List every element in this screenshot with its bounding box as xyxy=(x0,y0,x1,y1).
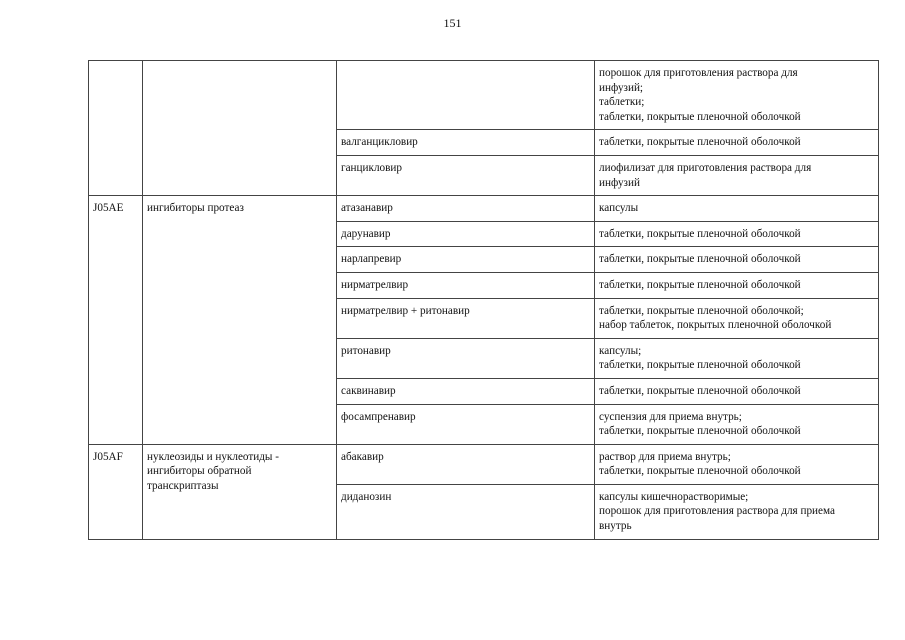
dosage-form-line: порошок для приготовления раствора для приема xyxy=(599,505,835,518)
atc-code-cell: J05AE xyxy=(89,196,143,445)
drug-name-cell: диданозин xyxy=(337,484,595,539)
dosage-form-cell xyxy=(595,196,879,222)
dosage-form-line: таблетки, покрытые пленочной оболочкой xyxy=(599,425,801,438)
dosage-form-line: таблетки, покрытые пленочной оболочкой xyxy=(599,227,801,240)
atc-group-cell xyxy=(143,444,337,539)
drug-name-cell: нирматрелвир + ритонавир xyxy=(337,298,595,338)
dosage-form-cell xyxy=(595,247,879,273)
dosage-form-line: капсулы кишечнорастворимые; xyxy=(599,490,749,503)
drug-name-cell xyxy=(337,61,595,130)
dosage-form-line: таблетки, покрытые пленочной оболочкой xyxy=(599,384,801,397)
table-row xyxy=(89,444,879,484)
page-number: 151 xyxy=(443,16,462,30)
dosage-form-line: таблетки, покрытые пленочной оболочкой xyxy=(599,359,801,372)
dosage-form-line: суспензия для приема внутрь; xyxy=(599,410,742,423)
dosage-form-line: таблетки, покрытые пленочной оболочкой xyxy=(599,110,801,123)
drug-table xyxy=(88,60,879,540)
dosage-form-line: раствор для приема внутрь; xyxy=(599,450,731,463)
dosage-form-cell xyxy=(595,272,879,298)
dosage-form-line: таблетки, покрытые пленочной оболочкой xyxy=(599,253,801,266)
dosage-form-line: таблетки, покрытые пленочной оболочкой xyxy=(599,136,801,149)
drug-name-cell: атазанавир xyxy=(337,196,595,222)
dosage-form-line: таблетки, покрытые пленочной оболочкой; xyxy=(599,304,804,317)
drug-name-cell: фосампренавир xyxy=(337,404,595,444)
dosage-form-cell xyxy=(595,444,879,484)
drug-name-cell: абакавир xyxy=(337,444,595,484)
dosage-form-line: набор таблеток, покрытых пленочной оболочкой xyxy=(599,319,832,332)
dosage-form-line: инфузий; xyxy=(599,81,644,94)
table-row xyxy=(89,61,879,130)
dosage-form-line: капсулы xyxy=(599,202,639,215)
dosage-form-cell xyxy=(595,484,879,539)
atc-code-cell: J05AF xyxy=(89,444,143,539)
drug-name-cell: дарунавир xyxy=(337,221,595,247)
dosage-form-line: порошок для приготовления раствора для xyxy=(599,67,798,79)
dosage-form-line: лиофилизат для приготовления раствора для xyxy=(599,161,812,174)
drug-name-cell: ритонавир xyxy=(337,338,595,378)
dosage-form-cell xyxy=(595,155,879,195)
atc-group-cell xyxy=(143,196,337,445)
dosage-form-cell xyxy=(595,404,879,444)
dosage-form-cell xyxy=(595,298,879,338)
drug-name-cell: ганцикловир xyxy=(337,155,595,195)
dosage-form-cell xyxy=(595,61,879,130)
group-name-line: нуклеозиды и нуклеотиды - xyxy=(147,450,279,463)
atc-group-cell xyxy=(143,61,337,196)
dosage-form-line: капсулы; xyxy=(599,344,642,357)
dosage-form-line: таблетки, покрытые пленочной оболочкой xyxy=(599,278,801,291)
drug-name-cell: саквинавир xyxy=(337,378,595,404)
dosage-form-cell xyxy=(595,338,879,378)
dosage-form-line: таблетки, покрытые пленочной оболочкой xyxy=(599,465,801,478)
atc-code-cell xyxy=(89,61,143,196)
group-name-line: ингибиторы обратной xyxy=(147,465,252,478)
dosage-form-cell xyxy=(595,378,879,404)
dosage-form-cell xyxy=(595,221,879,247)
dosage-form-line: таблетки; xyxy=(599,96,645,109)
dosage-form-line: внутрь xyxy=(599,520,632,533)
dosage-form-line: инфузий xyxy=(599,176,640,189)
drug-name-cell: нарлапревир xyxy=(337,247,595,273)
dosage-form-cell xyxy=(595,130,879,156)
table-row xyxy=(89,196,879,222)
group-name-line: ингибиторы протеаз xyxy=(147,202,244,215)
group-name-line: транскриптазы xyxy=(147,479,219,492)
drug-name-cell: валганцикловир xyxy=(337,130,595,156)
drug-name-cell: нирматрелвир xyxy=(337,272,595,298)
